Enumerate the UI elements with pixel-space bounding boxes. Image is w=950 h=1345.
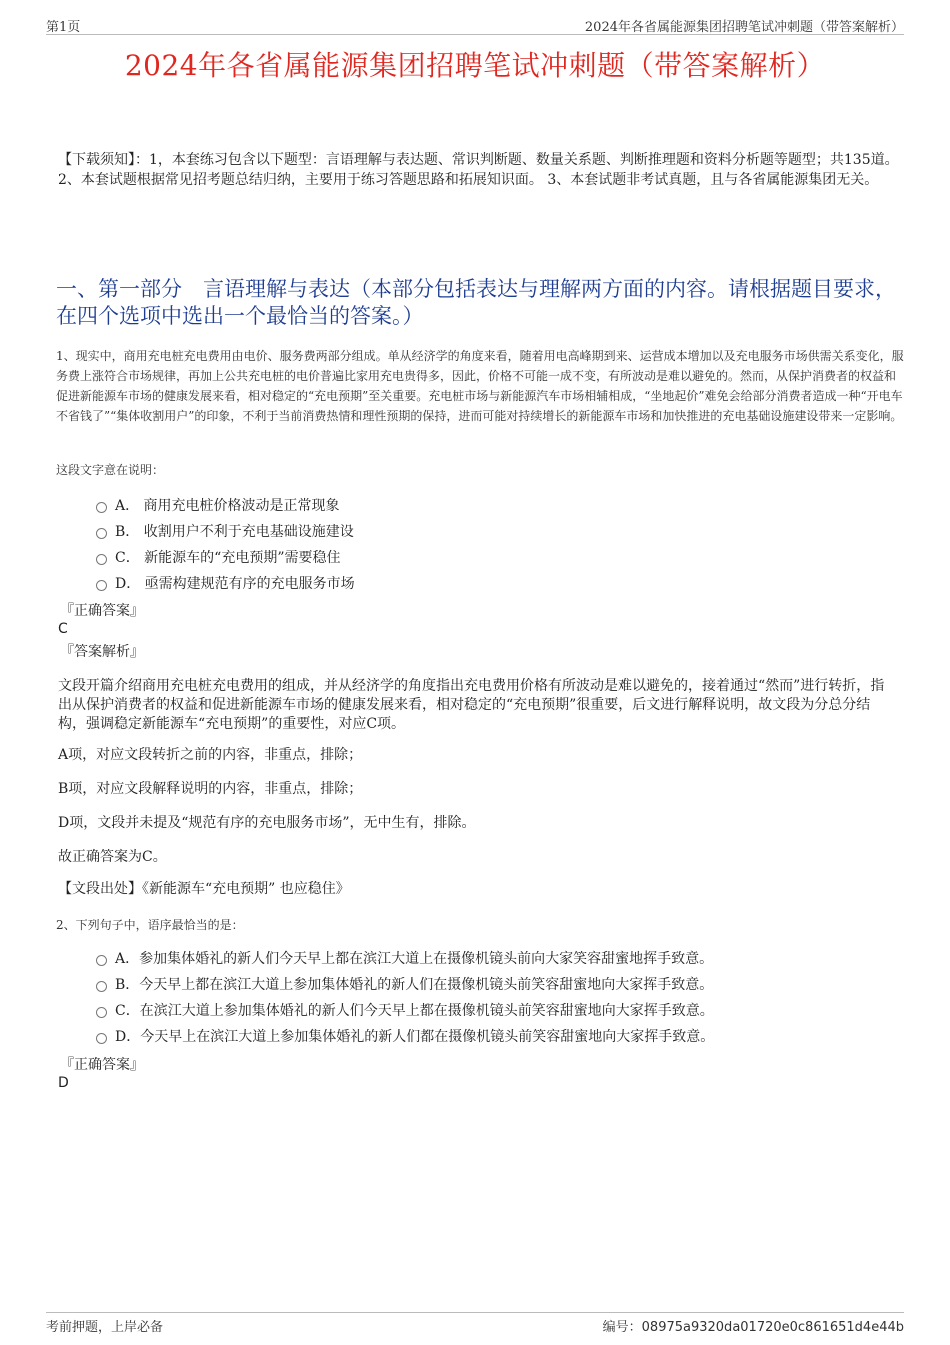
radio-icon[interactable]	[96, 1007, 107, 1018]
download-notice: 【下载须知】：1，本套练习包含以下题型：言语理解与表达题、常识判断题、数量关系题、判断推理题和资料分析题等题型；共135道。 2、本套试题根据常见招考题总结归纳，主要用于练习答题思路和拓展知识面。 3、本套试题非考试真题，且与各省属能源集团无关。	[58, 152, 899, 188]
page-header	[46, 14, 904, 35]
answer-label: 『正确答案』	[60, 603, 144, 619]
analysis-paragraph: 文段开篇介绍商用充电桩充电费用的组成，并从经济学的角度指出充电费用价格有所波动是难以避免的，接着通过“然而”进行转折，指出从保护消费者的权益和促进新能源车市场的健康发展来看，相对稳定的“充电预期”很重要，后文进行解释说明，故文段为分总分结构，强调稳定新能源车“充电预期”的重要性，对应C项。	[58, 678, 885, 732]
question-1-prompt: 这段文字意在说明：	[56, 463, 165, 477]
radio-icon[interactable]	[96, 554, 107, 565]
radio-icon[interactable]	[96, 528, 107, 539]
radio-icon[interactable]	[96, 502, 107, 513]
footer-slogan: 考前押题，上岸必备	[46, 1320, 164, 1335]
analysis-paragraph: D项，文段并未提及“规范有序的充电服务市场”，无中生有，排除。	[58, 815, 476, 831]
option-c[interactable]: C． 新能源车的“充电预期”需要稳住	[96, 545, 896, 571]
page-number: 第1页	[46, 20, 81, 35]
radio-icon[interactable]	[96, 955, 107, 966]
answer-value: C	[58, 621, 68, 637]
option-c[interactable]: C．在滨江大道上参加集体婚礼的新人们今天早上都在摄像机镜头前笑容甜蜜地向大家挥手致意。	[96, 998, 896, 1024]
option-a[interactable]: A． 商用充电桩价格波动是正常现象	[96, 493, 896, 519]
question-1-text: 1、现实中，商用充电桩充电费用由电价、服务费两部分组成。单从经济学的角度来看，随着用电高峰期到来、运营成本增加以及充电服务市场供需关系变化，服务费上涨符合市场规律，再加上公共充电桩的电价普遍比家用充电贵得多，因此，价格不可能一成不变，有所波动是难以避免的。然而，从保护消费者的权益和促进新能源车市场的健康发展来看，相对稳定的“充电预期”至关重要。充电桩市场与新能源汽车市场相辅相成，“坐地起价”难免会给部分消费者造成一种“开电车不省钱了”“集体收割用户”的印象，不利于当前消费热情和理性预期的保持，进而可能对持续增长的新能源车市场和加快推进的充电基础设施建设带来一定影响。	[56, 349, 904, 423]
radio-icon[interactable]	[96, 1033, 107, 1044]
header-doc-title: 2024年各省属能源集团招聘笔试冲刺题（带答案解析）	[584, 20, 904, 35]
option-b[interactable]: B．今天早上都在滨江大道上参加集体婚礼的新人们在摄像机镜头前笑容甜蜜地向大家挥手致意。	[96, 972, 896, 998]
document-code: 编号：08975a9320da01720e0c861651d4e44b	[602, 1320, 904, 1335]
source-citation: 【文段出处】《新能源车“充电预期” 也应稳住》	[58, 881, 350, 897]
option-a[interactable]: A．参加集体婚礼的新人们今天早上都在滨江大道上在摄像机镜头前向大家笑容甜蜜地挥手致意。	[96, 946, 896, 972]
answer-label: 『正确答案』	[60, 1057, 144, 1073]
answer-value: D	[58, 1075, 69, 1091]
question-2-text: 2、下列句子中，语序最恰当的是：	[56, 918, 244, 932]
analysis-paragraph: B项，对应文段解释说明的内容，非重点，排除；	[58, 781, 363, 797]
analysis-paragraph: A项，对应文段转折之前的内容，非重点，排除；	[58, 747, 363, 763]
option-d[interactable]: D． 亟需构建规范有序的充电服务市场	[96, 571, 896, 597]
radio-icon[interactable]	[96, 580, 107, 591]
radio-icon[interactable]	[96, 981, 107, 992]
question-2-options	[96, 946, 896, 1050]
option-b[interactable]: B． 收割用户不利于充电基础设施建设	[96, 519, 896, 545]
document-title: 2024年各省属能源集团招聘笔试冲刺题（带答案解析）	[124, 49, 826, 82]
section-title: 一、第一部分 言语理解与表达（本部分包括表达与理解两方面的内容。请根据题目要求，在四个选项中选出一个最恰当的答案。）	[56, 277, 896, 328]
option-d[interactable]: D．今天早上在滨江大道上参加集体婚礼的新人们都在摄像机镜头前笑容甜蜜地向大家挥手致意。	[96, 1024, 896, 1050]
question-1-options	[96, 493, 896, 597]
analysis-label: 『答案解析』	[60, 644, 144, 660]
page-footer	[46, 1312, 904, 1335]
analysis-paragraph: 故正确答案为C。	[58, 849, 167, 865]
